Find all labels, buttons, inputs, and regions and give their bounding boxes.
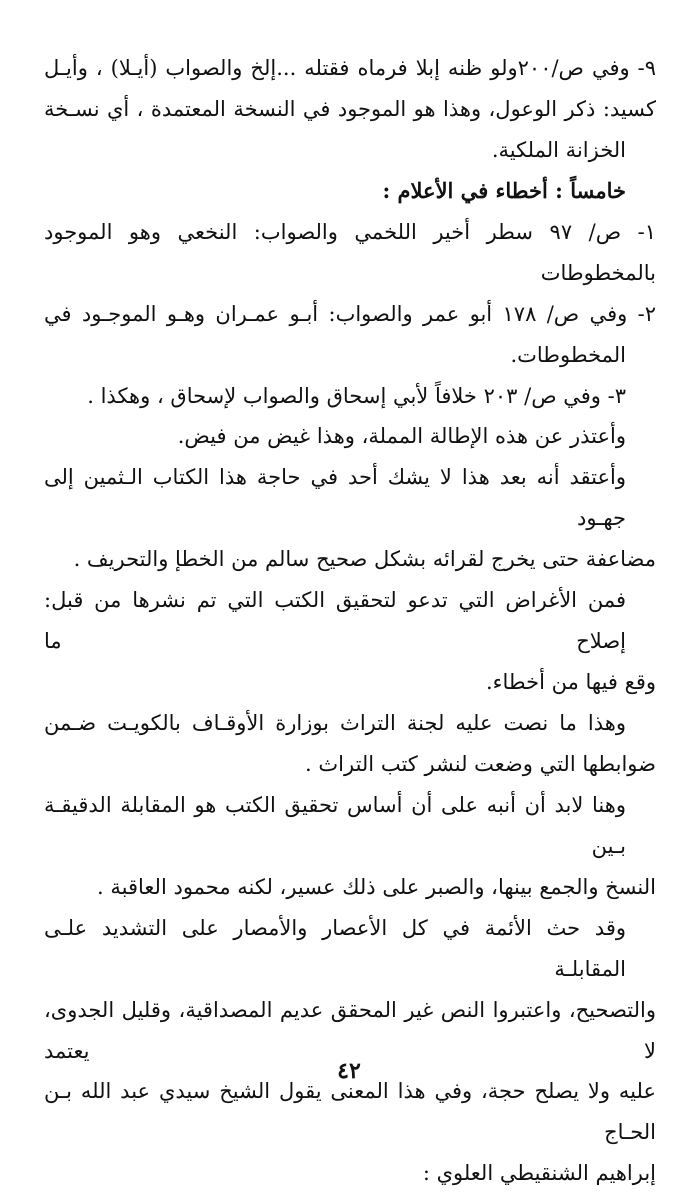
- paragraph-item-9: [44, 48, 656, 171]
- text-line: الخزانة الملكية.: [491, 137, 626, 162]
- paragraph-name-2: [44, 294, 656, 376]
- paragraph-name-1: [44, 212, 656, 294]
- text-line: ضوابطها التي وضعت لنشر كتب التراث .: [305, 751, 656, 776]
- text-line: وقع فيها من أخطاء.: [485, 670, 656, 695]
- paragraph-apology: [44, 416, 656, 457]
- text-line: كسيد: ذكر الوعول، وهذا هو الموجود في النسخة المعتمدة ، أي نسـخة: [44, 96, 656, 121]
- text-line: فمن الأغراض التي تدعو لتحقيق الكتب التي تم نشرها من قبل: إصلاح ما: [44, 588, 626, 654]
- text-line: النسخ والجمع بينها، والصبر على ذلك عسير، لكنه محمود العاقبة .: [97, 874, 656, 899]
- section-heading: [44, 171, 656, 212]
- text-line: وأعتذر عن هذه الإطالة المملة، وهذا غيض من فيض.: [177, 424, 626, 449]
- paragraph-purposes: [44, 580, 656, 703]
- text-line: ٣- وفي ص/ ٢٠٣ خلافاً لأبي إسحاق والصواب لإسحاق ، وهكذا .: [87, 383, 626, 408]
- text-line: والتصحيح، واعتبروا النص غير المحقق عديم المصداقية، وقليل الجدوى، لا يعتمد: [44, 997, 656, 1063]
- text-line: المخطوطات.: [510, 342, 626, 367]
- text-line: عليه ولا يصلح حجة، وفي هذا المعنى يقول الشيخ سيدي عبد الله بـن الحـاج: [44, 1079, 656, 1145]
- paragraph-name-3: [44, 376, 656, 417]
- paragraph-collation: [44, 785, 656, 908]
- text-line: وأعتقد أنه بعد هذا لا يشك أحد في حاجة هذا الكتاب الـثمين إلى جهـود: [44, 465, 626, 531]
- paragraph-belief: [44, 457, 656, 580]
- text-line: ٢- وفي ص/ ١٧٨ أبو عمر والصواب: أبـو عمـران وهـو الموجـود في: [44, 301, 656, 326]
- text-line: وقد حث الأئمة في كل الأعصار والأمصار على التشديد علـى المقابلـة: [44, 915, 626, 981]
- text-line: مضاعفة حتى يخرج لقرائه بشكل صحيح سالم من الخطإ والتحريف .: [73, 547, 656, 572]
- page-number: ٤٢: [337, 1058, 361, 1084]
- paragraph-committee: [44, 703, 656, 785]
- text-line: إبراهيم الشنقيطي العلوي :: [422, 1161, 656, 1186]
- text-line: وهنا لابد أن أنبه على أن أساس تحقيق الكتب هو المقابلة الدقيقـة بـين: [44, 792, 626, 858]
- text-line: وهذا ما نصت عليه لجنة التراث بوزارة الأوقـاف بالكويـت ضـمن: [44, 711, 626, 735]
- text-line: ٩- وفي ص/٢٠٠ولو ظنه إبلا فرماه فقتله ...إلخ والصواب (أيـلا) ، وأيـل: [44, 56, 657, 80]
- text-line: ١- ص/ ٩٧ سطر أخير اللخمي والصواب: النخعي وهو الموجود بالمخطوطات: [44, 219, 656, 285]
- page-body: [44, 48, 656, 1194]
- paragraph-imams: [44, 908, 656, 1194]
- heading-text: خامساً : أخطاء في الأعلام :: [382, 177, 626, 203]
